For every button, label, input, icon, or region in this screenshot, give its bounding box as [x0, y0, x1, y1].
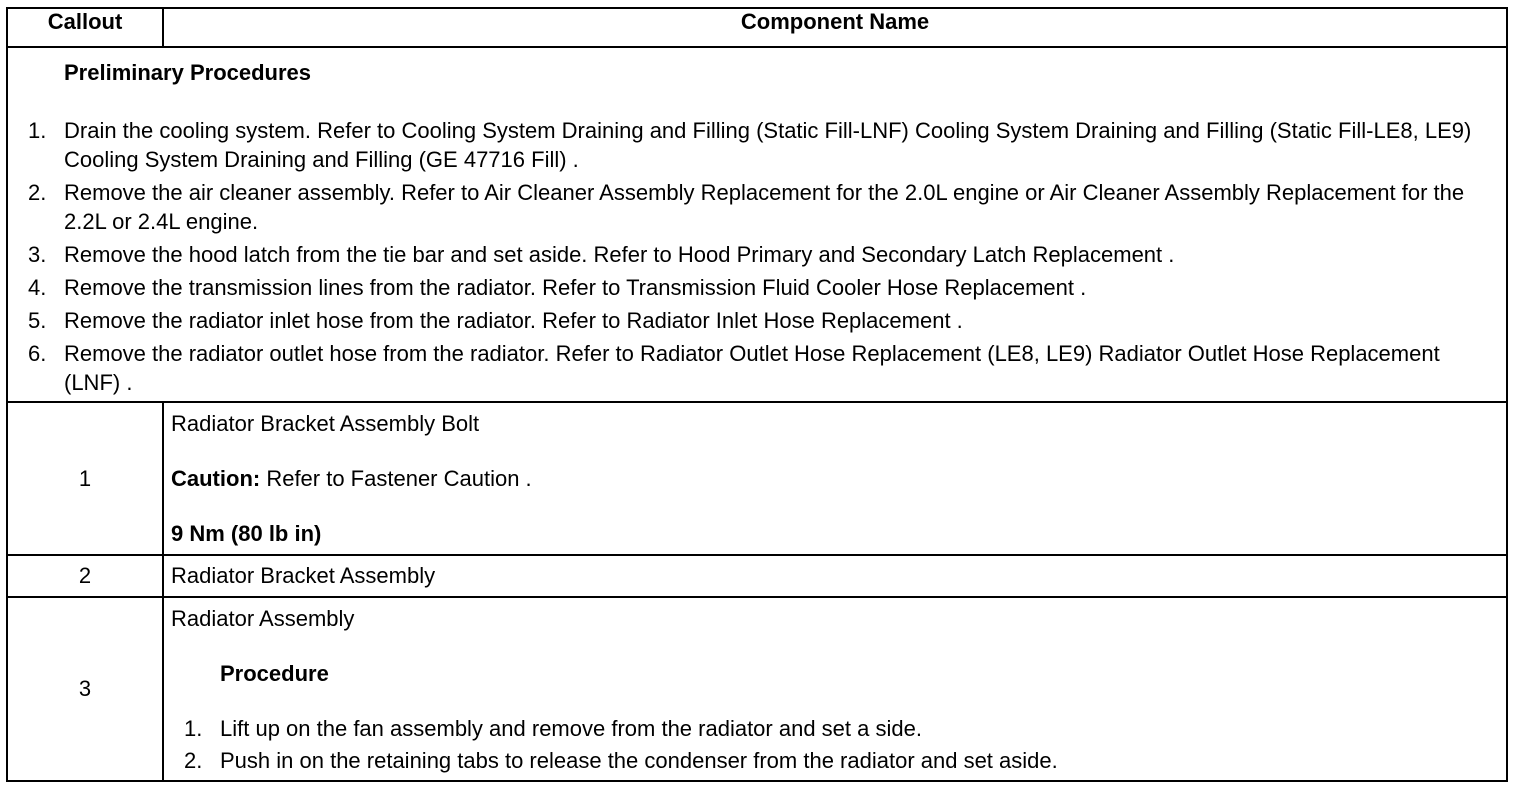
step-number: 2. — [28, 180, 47, 205]
procedure-step — [171, 715, 1506, 743]
step-number: 4. — [28, 275, 47, 300]
step-number: 3. — [28, 242, 47, 267]
callout-number: 1 — [7, 402, 163, 555]
table-row — [7, 597, 1507, 781]
preliminary-step — [8, 339, 1496, 397]
step-number: 1. — [28, 118, 47, 143]
step-text: Remove the radiator outlet hose from the radiator. Refer to Radiator Outlet Hose Replacement (LE8, LE9) Radiator Outlet Hose Replacement (LNF) . — [64, 341, 1440, 395]
step-number: 1. — [184, 716, 203, 741]
step-text: Remove the transmission lines from the radiator. Refer to Transmission Fluid Cooler Hose Replacement . — [64, 275, 1087, 300]
preliminary-cell — [7, 47, 1507, 402]
procedure-steps — [171, 715, 1506, 775]
header-callout: Callout — [7, 8, 163, 47]
preliminary-step — [8, 116, 1496, 174]
component-table — [6, 7, 1508, 782]
procedure-step — [171, 747, 1506, 775]
preliminary-row — [7, 47, 1507, 402]
step-number: 5. — [28, 308, 47, 333]
component-cell — [163, 597, 1507, 781]
step-text: Remove the hood latch from the tie bar and set aside. Refer to Hood Primary and Secondary Latch Replacement . — [64, 242, 1175, 267]
step-text: Push in on the retaining tabs to release the condenser from the radiator and set aside. — [220, 748, 1058, 773]
step-text: Remove the radiator inlet hose from the radiator. Refer to Radiator Inlet Hose Replacement . — [64, 308, 963, 333]
component-name: Radiator Bracket Assembly Bolt — [171, 411, 480, 436]
preliminary-step — [8, 178, 1496, 236]
preliminary-step — [8, 306, 1496, 335]
preliminary-step — [8, 273, 1496, 302]
preliminary-title: Preliminary Procedures — [64, 60, 312, 85]
callout-number: 3 — [7, 597, 163, 781]
caution-note — [171, 466, 1506, 492]
step-number: 2. — [184, 748, 203, 773]
header-component-name: Component Name — [163, 8, 1507, 47]
step-text: Drain the cooling system. Refer to Cooling System Draining and Filling (Static Fill-LNF) Cooling System Draining and Filling (Static Fill-LE8, LE9) Cooling System Draining and Filling (GE 47716 Fill) . — [64, 118, 1472, 172]
callout-number: 2 — [7, 555, 163, 597]
header-row — [7, 8, 1507, 47]
component-name: Radiator Bracket Assembly — [163, 555, 1507, 597]
step-text: Remove the air cleaner assembly. Refer to Air Cleaner Assembly Replacement for the 2.0L engine or Air Cleaner Assembly Replacement for the 2.2L or 2.4L engine. — [64, 180, 1465, 234]
procedure-title: Procedure — [220, 661, 329, 686]
preliminary-steps — [8, 116, 1496, 397]
component-name: Radiator Assembly — [171, 606, 355, 631]
step-number: 6. — [28, 341, 47, 366]
torque-spec: 9 Nm (80 lb in) — [171, 521, 322, 546]
table-row — [7, 402, 1507, 555]
caution-label: Caution: — [171, 466, 261, 491]
component-cell — [163, 402, 1507, 555]
step-text: Lift up on the fan assembly and remove from the radiator and set a side. — [220, 716, 922, 741]
caution-text: Refer to Fastener Caution . — [260, 466, 532, 491]
preliminary-step — [8, 240, 1496, 269]
table-row — [7, 555, 1507, 597]
